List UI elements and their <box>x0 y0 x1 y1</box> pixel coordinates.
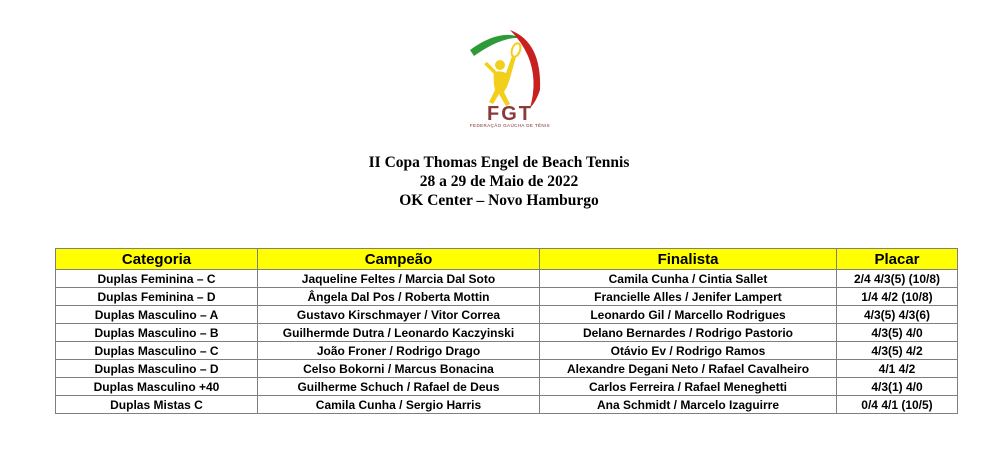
cell-placar: 4/1 4/2 <box>837 360 958 378</box>
cell-placar: 2/4 4/3(5) (10/8) <box>837 270 958 288</box>
header-campeao: Campeão <box>258 249 540 270</box>
table-row <box>56 378 958 396</box>
fgt-logo <box>460 20 560 135</box>
cell-finalista: Leonardo Gil / Marcello Rodrigues <box>540 306 837 324</box>
event-dates: 28 a 29 de Maio de 2022 <box>419 173 579 190</box>
table-row <box>56 288 958 306</box>
cell-placar: 1/4 4/2 (10/8) <box>837 288 958 306</box>
table-header-row <box>56 249 958 270</box>
cell-placar: 4/3(5) 4/0 <box>837 324 958 342</box>
event-header <box>0 153 998 210</box>
cell-finalista: Delano Bernardes / Rodrigo Pastorio <box>540 324 837 342</box>
cell-finalista: Carlos Ferreira / Rafael Meneghetti <box>540 378 837 396</box>
table-row <box>56 306 958 324</box>
logo-letters: FGT <box>487 103 533 125</box>
cell-campeao: Celso Bokorni / Marcus Bonacina <box>258 360 540 378</box>
cell-categoria: Duplas Masculino – D <box>56 360 258 378</box>
cell-categoria: Duplas Masculino +40 <box>56 378 258 396</box>
header-categoria: Categoria <box>56 249 258 270</box>
logo-subtitle: FEDERAÇÃO GAÚCHA DE TÊNIS <box>469 123 551 128</box>
cell-campeao: Guilhermde Dutra / Leonardo Kaczyinski <box>258 324 540 342</box>
cell-finalista: Otávio Ev / Rodrigo Ramos <box>540 342 837 360</box>
cell-finalista: Ana Schmidt / Marcelo Izaguirre <box>540 396 837 414</box>
table-row <box>56 270 958 288</box>
cell-categoria: Duplas Masculino – C <box>56 342 258 360</box>
cell-placar: 4/3(5) 4/3(6) <box>837 306 958 324</box>
cell-campeao: Guilherme Schuch / Rafael de Deus <box>258 378 540 396</box>
cell-campeao: João Froner / Rodrigo Drago <box>258 342 540 360</box>
cell-campeao: Jaqueline Feltes / Marcia Dal Soto <box>258 270 540 288</box>
header-finalista: Finalista <box>540 249 837 270</box>
cell-categoria: Duplas Feminina – C <box>56 270 258 288</box>
table-row <box>56 360 958 378</box>
cell-finalista: Francielle Alles / Jenifer Lampert <box>540 288 837 306</box>
cell-campeao: Ângela Dal Pos / Roberta Mottin <box>258 288 540 306</box>
event-venue: OK Center – Novo Hamburgo <box>399 192 599 209</box>
table-row <box>56 324 958 342</box>
results-table <box>55 248 958 414</box>
cell-placar: 0/4 4/1 (10/5) <box>837 396 958 414</box>
cell-campeao: Camila Cunha / Sergio Harris <box>258 396 540 414</box>
cell-placar: 4/3(1) 4/0 <box>837 378 958 396</box>
cell-placar: 4/3(5) 4/2 <box>837 342 958 360</box>
event-title: II Copa Thomas Engel de Beach Tennis <box>368 154 630 171</box>
cell-campeao: Gustavo Kirschmayer / Vitor Correa <box>258 306 540 324</box>
table-row <box>56 342 958 360</box>
table-row <box>56 396 958 414</box>
tennis-player-logo-icon <box>460 20 560 135</box>
cell-categoria: Duplas Mistas C <box>56 396 258 414</box>
cell-finalista: Alexandre Degani Neto / Rafael Cavalheiro <box>540 360 837 378</box>
cell-finalista: Camila Cunha / Cintia Sallet <box>540 270 837 288</box>
cell-categoria: Duplas Feminina – D <box>56 288 258 306</box>
cell-categoria: Duplas Masculino – B <box>56 324 258 342</box>
header-placar: Placar <box>837 249 958 270</box>
cell-categoria: Duplas Masculino – A <box>56 306 258 324</box>
